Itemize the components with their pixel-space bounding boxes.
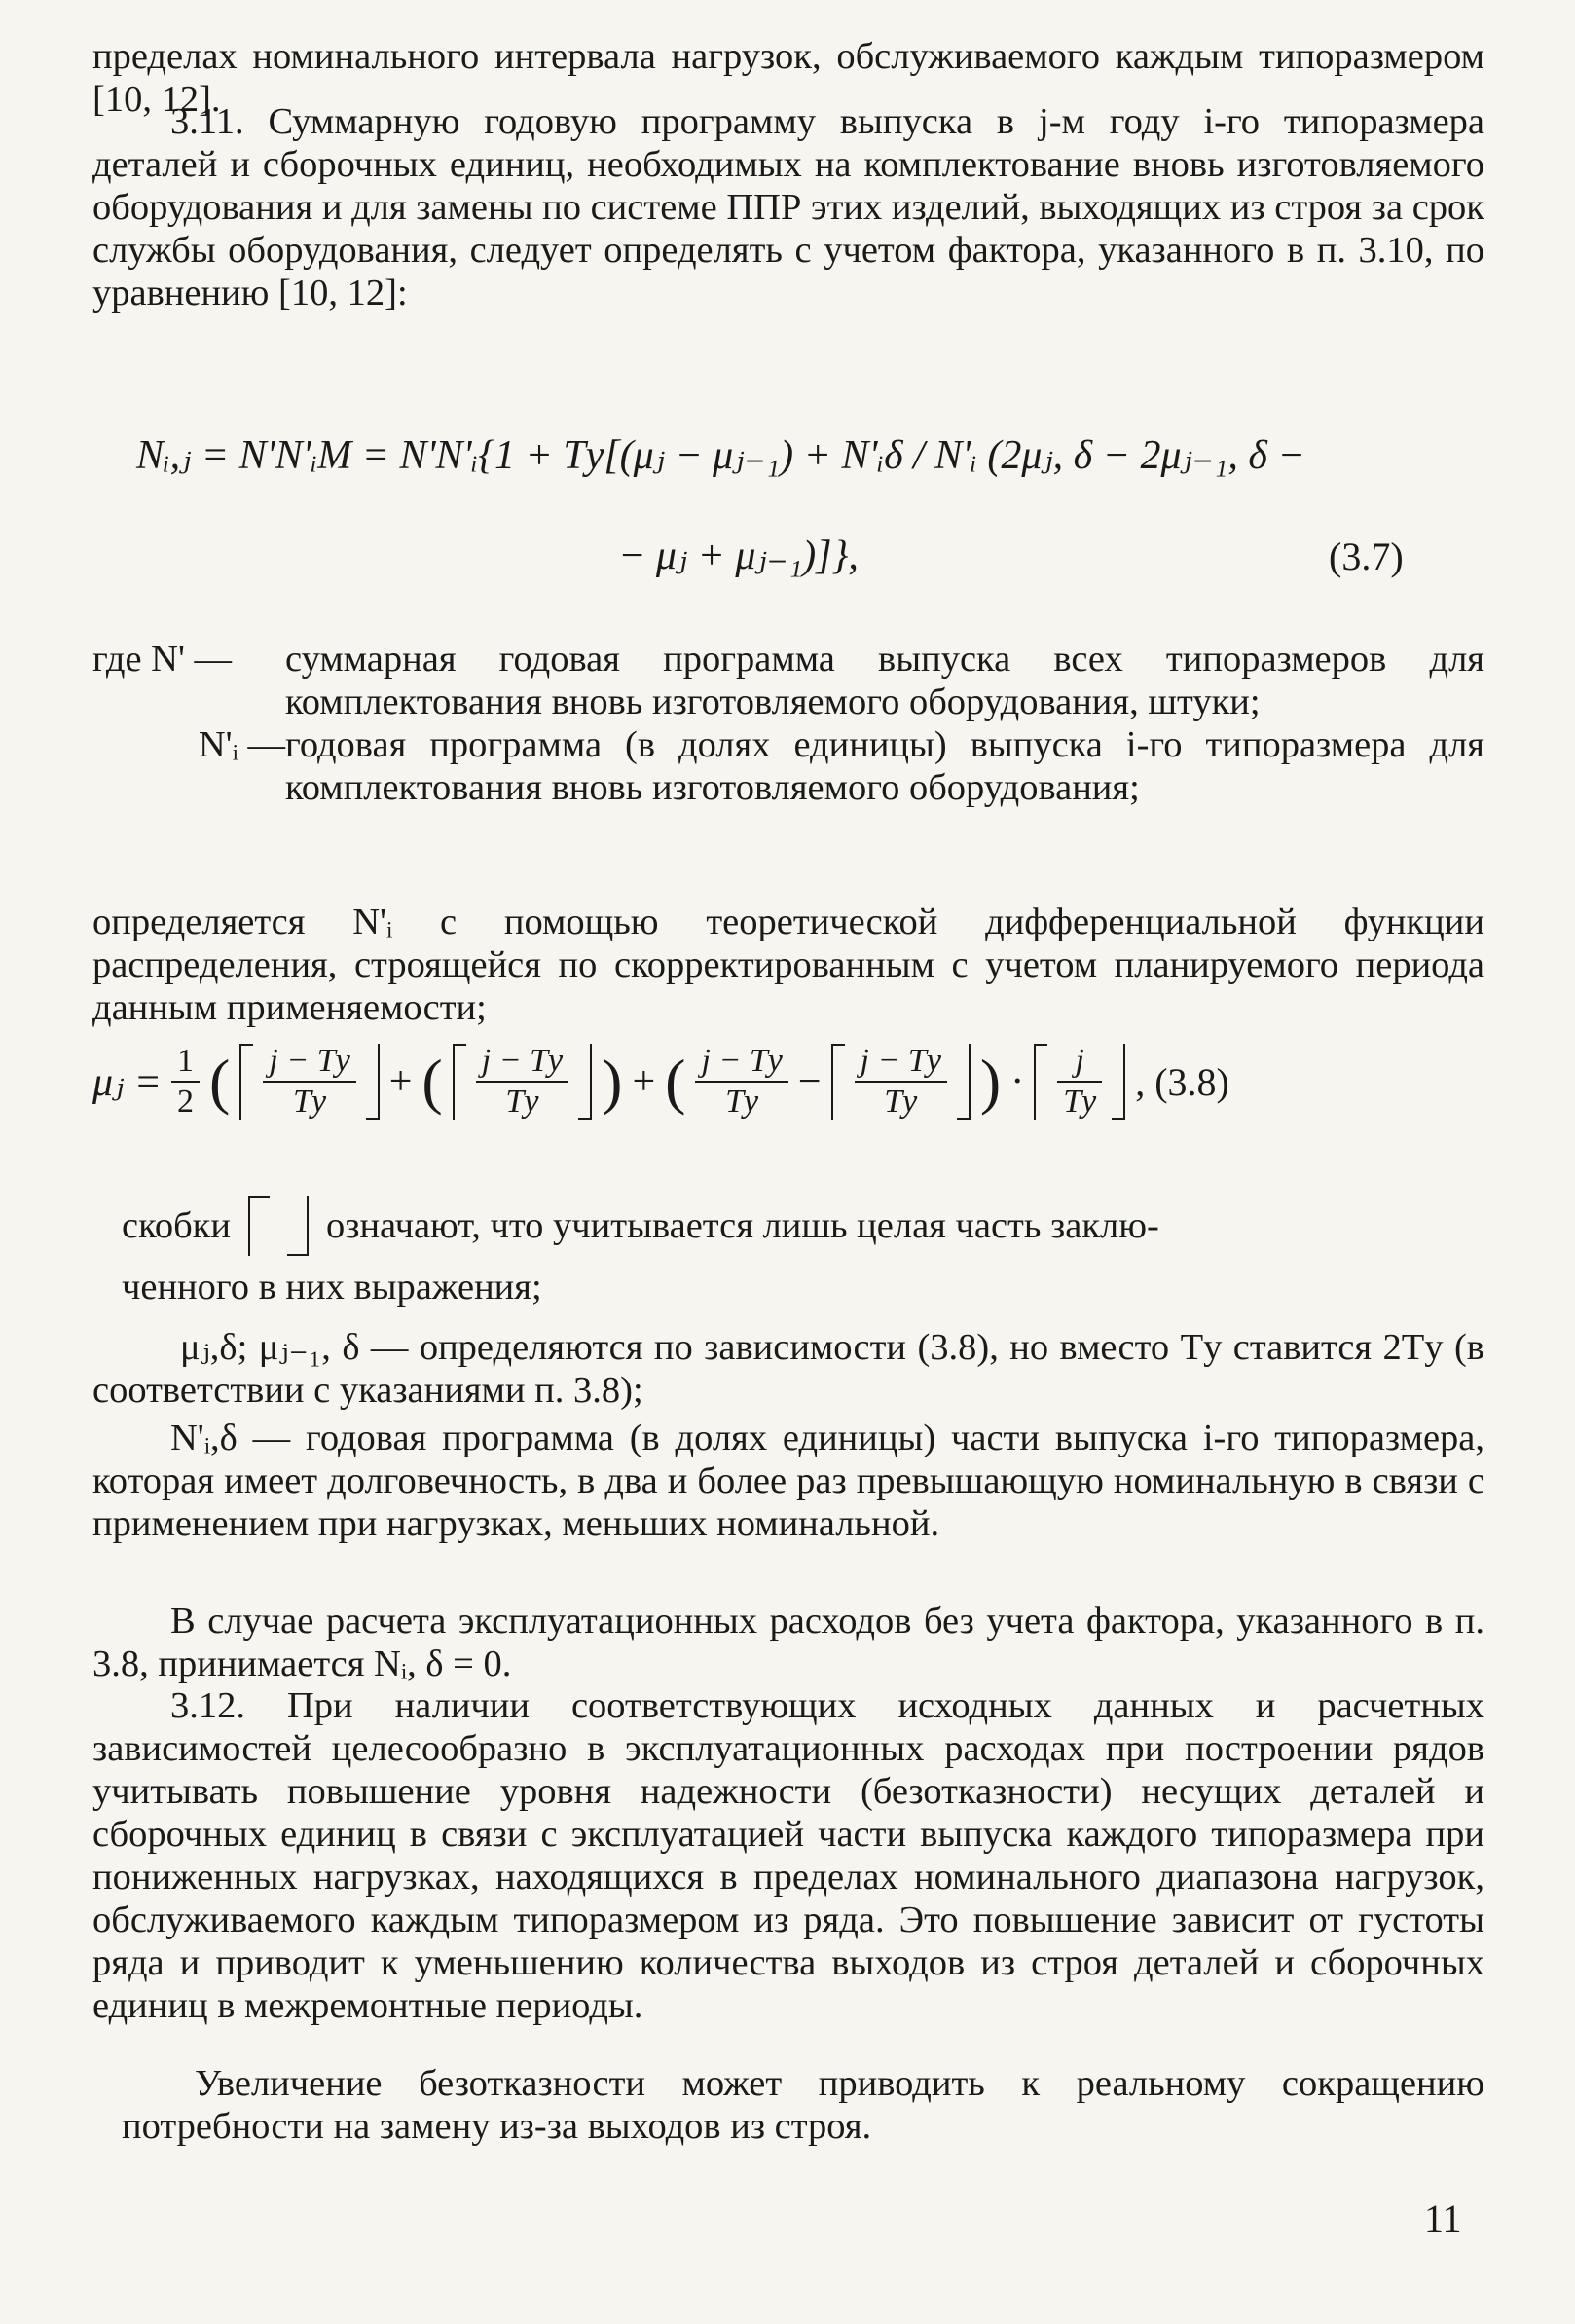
fraction-j-over-ty: $\frac{j}{Tу}$ (1057, 1042, 1102, 1122)
definition-desc: годовая программа (в долях единицы) выпуска i-го типоразмера для комплектования вновь изготовляемого оборудования; (285, 724, 1484, 808)
equation-3-7-line2: − μⱼ + μⱼ₋₁)]}, (618, 534, 859, 578)
bracket-floor-open (248, 1196, 270, 1256)
definitions-list (92, 638, 1484, 809)
paragraph-continuation: пределах номинального интервала нагрузок, обслуживаемого каждым типоразмером [10, 12]. (92, 36, 1484, 120)
fraction-j-minus-ty: $\frac{j - Tу}{Tу}$ (695, 1042, 788, 1122)
equation-3-8-number: , (3.8) (1135, 1059, 1229, 1104)
fraction-j-minus-ty: $\frac{j - Tу}{Tу}$ (855, 1042, 947, 1122)
paragraph-brackets: скобки означают, что учитывается лишь целая часть заклю- (122, 1196, 1484, 1256)
paragraph-3-12: 3.12. При наличии соответствующих исходных данных и расчетных зависимостей целесообразно в эксплуатационных расходах при построении рядов учитывать повышение уровня надежности (безотказности) несущих деталей и сборочных единиц в связи с эксплуатацией части выпуска каждого типоразмера при пониженных нагрузках, находящихся в пределах номинального диапазона нагрузок, обслуживаемого каждым типоразмером из ряда. Это повышение зависит от густоты ряда и приводит к уменьшению количества выходов из строя деталей и сборочных единиц в межремонтные периоды. (92, 1685, 1484, 2026)
equation-3-7-number: (3.7) (1329, 535, 1404, 578)
paragraph-determined: определяется N'ᵢ с помощью теоретической дифференциальной функции распределения, строящейся по скорректированным с учетом планируемого периода данным применяемости; (92, 902, 1484, 1028)
paragraph-mu: μⱼ,δ; μⱼ₋₁, δ — определяются по зависимости (3.8), но вместо Tу ставится 2Tу (в соответствии с указаниями п. 3.8); (92, 1327, 1484, 1411)
paragraph-case: В случае расчета эксплуатационных расходов без учета фактора, указанного в п. 3.8, принимается Nᵢ, δ = 0. (92, 1601, 1484, 1684)
definition-item (92, 723, 1484, 809)
equation-3-7-line1: Nᵢ,ⱼ = N'N'ᵢM = N'N'ᵢ{1 + Tу[(μⱼ − μⱼ₋₁) + N'ᵢδ / N'ᵢ (2μⱼ, δ − 2μⱼ₋₁, δ − (136, 433, 1305, 478)
definition-item (92, 638, 1484, 723)
fraction-half: $\frac{1}{2}$ (171, 1042, 200, 1122)
fraction-j-minus-ty: $\frac{j - Tу}{Tу}$ (263, 1042, 355, 1122)
paragraph-3-11: 3.11. Суммарную годовую программу выпуска в j-м году i-го типоразмера деталей и сборочных единиц, необходимых на комплектование вновь изготовляемого оборудования и для замены по системе ППР этих изделий, выходящих из строя за срок службы оборудования, следует определять с учетом фактора, указанного в п. 3.10, по уравнению [10, 12]: (92, 101, 1484, 314)
fraction-j-minus-ty: $\frac{j - Tу}{Tу}$ (476, 1042, 568, 1122)
definition-term: N'ᵢ — (198, 724, 285, 765)
page-number: 11 (1424, 2196, 1462, 2240)
definition-term: где N' — (92, 639, 233, 680)
paragraph-brackets-cont: ченного в них выражения; (122, 1267, 542, 1308)
paragraph-increase: Увеличение безотказности может приводить к реальному сокращению потребности на замену из-за выходов из строя. (122, 2063, 1484, 2147)
definition-desc: суммарная годовая программа выпуска всех типоразмеров для комплектования вновь изготовляемого оборудования, штуки; (285, 639, 1484, 722)
paragraph-n-i-delta: N'ᵢ,δ — годовая программа (в долях единицы) части выпуска i-го типоразмера, которая имеет долговечность, в два и более раз превышающую номинальную в связи с применением при нагрузках, меньших номинальной. (92, 1418, 1484, 1544)
equation-3-8: μⱼ = $\frac{1}{2}$ ( $\frac{j - Tу}{Tу}$ + ( $\frac{j - Tу}{Tу}$ ) + ( $\frac{j - Tу}{Tу}$ − $\frac{j - Tу}{Tу}$ ) · $\frac{j}{Tу}$ , (3.8) (92, 1043, 1229, 1120)
bracket-floor-close (287, 1196, 309, 1256)
equation-3-8-lhs: μⱼ = (92, 1060, 163, 1105)
